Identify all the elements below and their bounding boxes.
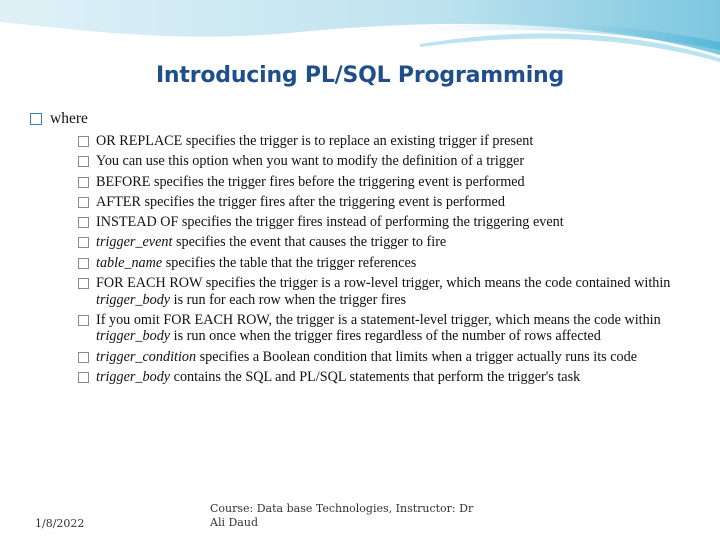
- square-bullet-icon: [30, 113, 42, 125]
- footer-date: 1/8/2022: [35, 517, 85, 530]
- list-item: [78, 133, 680, 150]
- list-item-text: trigger_condition specifies a Boolean condition that limits when a trigger actually runs its code: [96, 348, 637, 365]
- list-item: [78, 312, 680, 345]
- square-bullet-icon: [78, 258, 89, 269]
- square-bullet-icon: [78, 177, 89, 188]
- list-item: [78, 275, 680, 308]
- list-item: [78, 255, 680, 272]
- list-item-text: OR REPLACE specifies the trigger is to replace an existing trigger if present: [96, 133, 534, 149]
- square-bullet-icon: [78, 136, 89, 147]
- list-item: [78, 349, 680, 366]
- footer-course-info: Course: Data base Technologies, Instructor: Dr Ali Daud: [210, 502, 474, 529]
- list-item: [78, 153, 680, 170]
- list-item-text: BEFORE specifies the trigger fires before the triggering event is performed: [96, 173, 525, 190]
- list-item: [78, 194, 680, 211]
- main-bullet: [30, 110, 680, 128]
- header-wave-decoration: [0, 0, 720, 70]
- square-bullet-icon: [78, 372, 89, 383]
- main-bullet-text: where: [50, 110, 88, 127]
- list-item-text: trigger_event specifies the event that causes the trigger to fire: [96, 234, 447, 251]
- square-bullet-icon: [78, 315, 89, 326]
- square-bullet-icon: [78, 237, 89, 248]
- list-item-text: AFTER specifies the trigger fires after the triggering event is performed: [96, 193, 505, 210]
- list-item: [78, 234, 680, 251]
- list-item-text: INSTEAD OF specifies the trigger fires instead of performing the triggering event: [96, 214, 564, 231]
- square-bullet-icon: [78, 278, 89, 289]
- square-bullet-icon: [78, 217, 89, 228]
- square-bullet-icon: [78, 197, 89, 208]
- list-item-text: trigger_body contains the SQL and PL/SQL statements that perform the trigger's task: [96, 368, 581, 385]
- list-item: [78, 174, 680, 191]
- slide-title: Introducing PL/SQL Programming: [155, 63, 565, 88]
- slide-content: [30, 110, 680, 389]
- list-item: [78, 369, 680, 386]
- square-bullet-icon: [78, 156, 89, 167]
- list-item: [78, 214, 680, 231]
- list-item-text: table_name specifies the table that the trigger references: [96, 254, 417, 271]
- list-item-text: You can use this option when you want to modify the definition of a trigger: [96, 153, 525, 170]
- list-item-text: FOR EACH ROW specifies the trigger is a row-level trigger, which means the code contained within trigger_body is run for each row when the trigger fires: [96, 275, 671, 308]
- list-item-text: If you omit FOR EACH ROW, the trigger is a statement-level trigger, which means the code within trigger_body is run once when the trigger fires regardless of the number of rows affected: [96, 311, 661, 345]
- square-bullet-icon: [78, 352, 89, 363]
